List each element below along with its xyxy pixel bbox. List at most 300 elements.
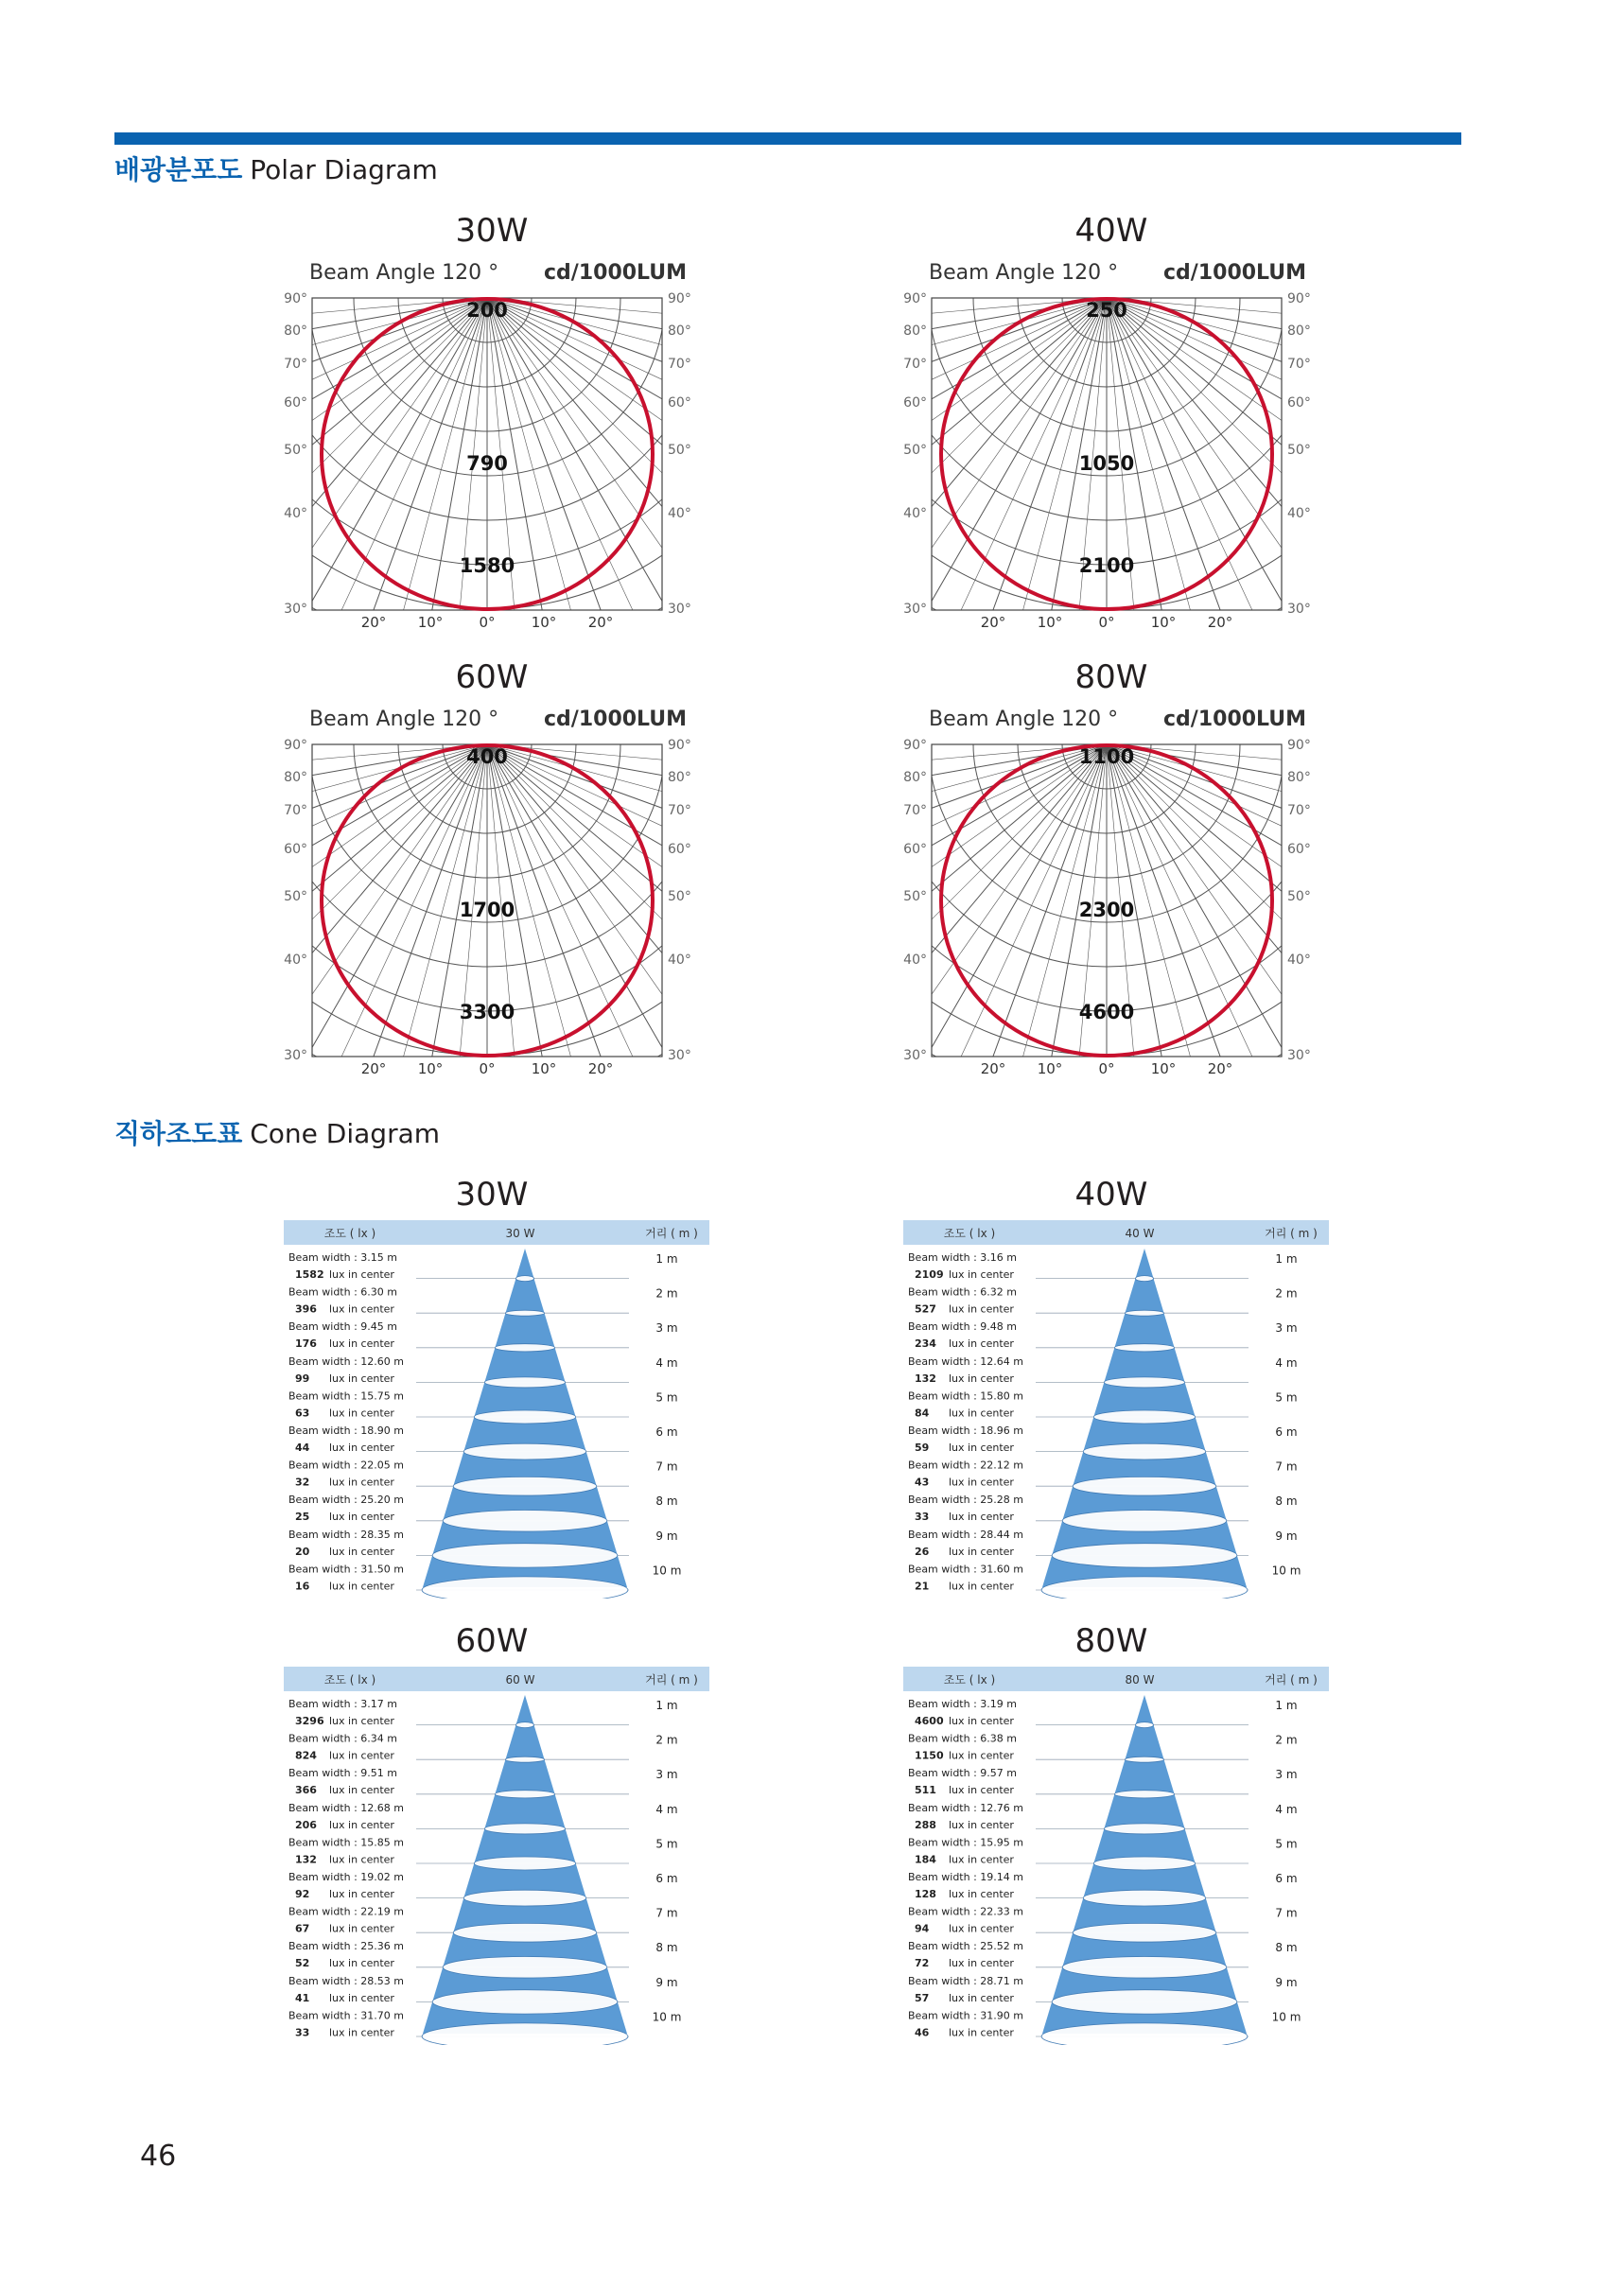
beam-ring: [1052, 1544, 1237, 1567]
beam-ring: [515, 1276, 533, 1282]
beam-ring: [1114, 1791, 1174, 1798]
beam-width-label: Beam width : 28.71 m: [908, 1974, 1023, 1987]
lux-in-center-label: lux in center: [329, 1337, 394, 1351]
beam-ring: [1083, 1443, 1205, 1459]
bottom-angle-label: 20°: [980, 614, 1006, 629]
right-angle-label: 90°: [1287, 738, 1311, 753]
beam-width-label: Beam width : 12.64 m: [908, 1354, 1023, 1368]
candela-value: 200: [466, 299, 508, 322]
beam-width-label: Beam width : 28.35 m: [288, 1528, 404, 1541]
left-angle-label: 80°: [284, 770, 307, 785]
beam-ring: [1114, 1344, 1174, 1352]
center-lux-value: 366: [295, 1784, 317, 1797]
bottom-angle-label: 10°: [417, 1060, 444, 1075]
right-angle-label: 90°: [1287, 291, 1311, 306]
polar-diagram-80w: [894, 735, 1319, 1075]
bottom-angle-label: 0°: [1098, 614, 1115, 629]
right-angle-label: 70°: [1287, 357, 1311, 372]
beam-width-label: Beam width : 31.70 m: [288, 2009, 404, 2022]
polar-diagram-60w: [274, 735, 700, 1075]
header-distance-label: 거리 ( m ): [645, 1673, 698, 1687]
lux-in-center-label: lux in center: [329, 1888, 394, 1900]
lux-in-center-label: lux in center: [329, 1784, 394, 1797]
bottom-angle-label: 20°: [1207, 1060, 1233, 1075]
center-lux-value: 41: [295, 1991, 310, 2004]
right-angle-label: 30°: [1287, 1048, 1311, 1063]
right-angle-label: 70°: [668, 803, 691, 818]
beam-width-label: Beam width : 31.60 m: [908, 1563, 1023, 1576]
bottom-angle-label: 20°: [360, 1060, 387, 1075]
left-angle-label: 40°: [903, 506, 927, 521]
distance-label: 5 m: [1275, 1837, 1298, 1851]
left-angle-label: 90°: [284, 291, 307, 306]
center-lux-value: 176: [295, 1337, 317, 1351]
right-angle-label: 50°: [668, 443, 691, 458]
lux-in-center-label: lux in center: [949, 1476, 1014, 1489]
center-lux-value: 511: [915, 1784, 936, 1797]
center-lux-value: 99: [295, 1372, 310, 1385]
beam-width-label: Beam width : 15.75 m: [288, 1389, 404, 1403]
beam-ring: [1062, 1957, 1227, 1979]
beam-ring: [1093, 1857, 1195, 1870]
left-angle-label: 40°: [284, 506, 307, 521]
beam-width-label: Beam width : 9.48 m: [908, 1320, 1017, 1334]
lux-in-center-label: lux in center: [949, 1888, 1014, 1900]
polar-diagram-40w: [894, 288, 1319, 629]
cone-diagram-40w: [903, 1220, 1329, 1599]
beam-width-label: Beam width : 22.19 m: [288, 1905, 404, 1918]
beam-ring: [515, 1722, 533, 1728]
right-angle-label: 40°: [1287, 506, 1311, 521]
distance-label: 8 m: [1275, 1494, 1298, 1509]
right-angle-label: 30°: [1287, 602, 1311, 617]
candela-value: 4600: [1078, 1001, 1135, 1023]
cone-section-title: [114, 1117, 440, 1151]
lux-in-center-label: lux in center: [329, 1268, 394, 1281]
beam-ring: [505, 1756, 544, 1762]
left-angle-label: 40°: [284, 952, 307, 968]
beam-width-label: Beam width : 19.02 m: [288, 1871, 404, 1883]
distance-label: 4 m: [655, 1355, 678, 1370]
beam-ring: [1052, 1990, 1237, 2014]
left-angle-label: 70°: [284, 357, 307, 372]
center-lux-value: 1582: [295, 1268, 324, 1281]
candela-value: 2100: [1078, 554, 1135, 577]
beam-angle-label: Beam Angle 120 °: [929, 708, 1119, 731]
center-lux-value: 67: [295, 1922, 310, 1935]
lux-in-center-label: lux in center: [949, 1818, 1014, 1831]
header-lux-label: 조도 ( lx ): [323, 1227, 376, 1240]
center-lux-value: 52: [295, 1957, 310, 1970]
header-distance-label: 거리 ( m ): [645, 1227, 698, 1240]
distance-label: 3 m: [655, 1321, 678, 1336]
beam-width-label: Beam width : 22.33 m: [908, 1905, 1023, 1918]
center-lux-value: 20: [295, 1545, 310, 1558]
lux-in-center-label: lux in center: [329, 1922, 394, 1935]
header-lux-label: 조도 ( lx ): [943, 1673, 996, 1687]
lux-in-center-label: lux in center: [949, 1715, 1014, 1727]
beam-width-label: Beam width : 6.30 m: [288, 1285, 397, 1299]
right-angle-label: 50°: [668, 889, 691, 904]
beam-width-label: Beam width : 15.80 m: [908, 1389, 1023, 1403]
distance-label: 6 m: [1275, 1872, 1298, 1885]
header-lux-label: 조도 ( lx ): [943, 1227, 996, 1240]
right-angle-label: 30°: [668, 602, 691, 617]
page-number: 46: [140, 2140, 177, 2173]
lux-in-center-label: lux in center: [949, 1302, 1014, 1316]
center-lux-value: 206: [295, 1818, 317, 1831]
lux-in-center-label: lux in center: [949, 1922, 1014, 1935]
left-angle-label: 50°: [903, 889, 927, 904]
lux-in-center-label: lux in center: [329, 1818, 394, 1831]
beam-width-label: Beam width : 9.45 m: [288, 1320, 397, 1334]
header-watt-label: 30 W: [505, 1227, 535, 1240]
beam-ring: [453, 1923, 597, 1942]
lux-in-center-label: lux in center: [949, 2026, 1014, 2039]
center-lux-value: 25: [295, 1511, 310, 1524]
right-angle-label: 80°: [1287, 770, 1311, 785]
beam-ring: [474, 1857, 575, 1870]
beam-width-label: Beam width : 6.38 m: [908, 1732, 1017, 1745]
beam-width-label: Beam width : 28.53 m: [288, 1974, 404, 1987]
lux-in-center-label: lux in center: [329, 1511, 394, 1524]
bottom-angle-label: 10°: [1037, 1060, 1063, 1075]
center-lux-value: 43: [915, 1476, 930, 1489]
center-lux-value: 824: [295, 1749, 317, 1762]
center-lux-value: 26: [915, 1545, 930, 1558]
cone-title-en: Cone Diagram: [250, 1118, 441, 1149]
lux-in-center-label: lux in center: [949, 1407, 1014, 1420]
lux-in-center-label: lux in center: [949, 1442, 1014, 1454]
left-angle-label: 30°: [903, 602, 927, 617]
distance-label: 10 m: [1271, 2010, 1301, 2024]
candela-value: 1100: [1078, 745, 1135, 768]
distance-label: 7 m: [655, 1906, 678, 1920]
center-lux-value: 527: [915, 1302, 936, 1316]
lux-in-center-label: lux in center: [329, 1442, 394, 1454]
lux-in-center-label: lux in center: [949, 1784, 1014, 1797]
center-lux-value: 57: [915, 1991, 930, 2004]
bottom-angle-label: 10°: [1150, 614, 1177, 629]
right-angle-label: 80°: [668, 323, 691, 339]
beam-ring: [1073, 1477, 1216, 1495]
center-lux-value: 72: [915, 1957, 930, 1970]
right-angle-label: 70°: [1287, 803, 1311, 818]
beam-ring: [443, 1511, 607, 1532]
polar-watt-title: 30W: [455, 212, 529, 250]
beam-width-label: Beam width : 15.95 m: [908, 1836, 1023, 1849]
left-angle-label: 50°: [284, 443, 307, 458]
lux-in-center-label: lux in center: [329, 2026, 394, 2039]
right-angle-label: 40°: [668, 506, 691, 521]
lux-in-center-label: lux in center: [329, 1407, 394, 1420]
distance-label: 2 m: [655, 1286, 678, 1301]
right-angle-label: 80°: [668, 770, 691, 785]
beam-ring: [505, 1310, 544, 1316]
distance-label: 4 m: [655, 1802, 678, 1816]
distance-label: 3 m: [1275, 1768, 1298, 1782]
distance-label: 8 m: [655, 1494, 678, 1509]
distance-label: 7 m: [1275, 1906, 1298, 1920]
distance-label: 1 m: [1275, 1699, 1298, 1712]
center-lux-value: 46: [915, 2026, 930, 2039]
beam-width-label: Beam width : 22.05 m: [288, 1459, 404, 1472]
left-angle-label: 30°: [284, 602, 307, 617]
header-rule: [114, 132, 1461, 145]
candela-value: 3300: [459, 1001, 515, 1023]
header-watt-label: 40 W: [1125, 1227, 1155, 1240]
bottom-angle-label: 10°: [417, 614, 444, 629]
beam-ring: [463, 1443, 585, 1459]
lux-in-center-label: lux in center: [949, 1268, 1014, 1281]
cone-diagram-60w: [284, 1667, 709, 2045]
left-angle-label: 70°: [903, 803, 927, 818]
center-lux-value: 2109: [915, 1268, 944, 1281]
beam-width-label: Beam width : 18.96 m: [908, 1424, 1023, 1437]
bottom-angle-label: 20°: [587, 1060, 614, 1075]
right-angle-label: 50°: [1287, 889, 1311, 904]
candela-value: 1050: [1078, 452, 1135, 475]
cone-title-ko: 직하조도표: [114, 1118, 243, 1149]
beam-width-label: Beam width : 12.60 m: [288, 1354, 404, 1368]
right-angle-label: 60°: [1287, 842, 1311, 857]
candela-value: 1700: [459, 899, 515, 921]
distance-label: 1 m: [655, 1252, 678, 1266]
distance-label: 7 m: [1275, 1459, 1298, 1474]
beam-width-label: Beam width : 6.34 m: [288, 1732, 397, 1745]
distance-label: 4 m: [1275, 1355, 1298, 1370]
right-angle-label: 50°: [1287, 443, 1311, 458]
center-lux-value: 4600: [915, 1715, 944, 1727]
beam-ring: [1062, 1511, 1227, 1532]
distance-label: 10 m: [1271, 1564, 1301, 1578]
left-angle-label: 30°: [903, 1048, 927, 1063]
beam-width-label: Beam width : 3.17 m: [288, 1698, 397, 1710]
beam-width-label: Beam width : 31.50 m: [288, 1563, 404, 1576]
center-lux-value: 94: [915, 1922, 930, 1935]
right-angle-label: 90°: [668, 738, 691, 753]
beam-ring: [484, 1377, 565, 1388]
beam-width-label: Beam width : 19.14 m: [908, 1871, 1023, 1883]
lux-in-center-label: lux in center: [949, 1372, 1014, 1385]
candela-value: 400: [466, 745, 508, 768]
distance-label: 3 m: [1275, 1321, 1298, 1336]
lux-in-center-label: lux in center: [329, 1991, 394, 2004]
left-angle-label: 30°: [284, 1048, 307, 1063]
beam-ring: [443, 1957, 607, 1979]
beam-width-label: Beam width : 28.44 m: [908, 1528, 1023, 1541]
right-angle-label: 30°: [668, 1048, 691, 1063]
center-lux-value: 32: [295, 1476, 310, 1489]
distance-label: 9 m: [1275, 1975, 1298, 1989]
beam-ring: [1135, 1276, 1153, 1282]
lux-in-center-label: lux in center: [329, 1302, 394, 1316]
right-angle-label: 90°: [668, 291, 691, 306]
beam-ring: [1104, 1824, 1184, 1834]
lux-in-center-label: lux in center: [949, 1991, 1014, 2004]
center-lux-value: 92: [295, 1888, 310, 1900]
lux-in-center-label: lux in center: [329, 1853, 394, 1866]
beam-ring: [495, 1344, 554, 1352]
lux-in-center-label: lux in center: [949, 1957, 1014, 1970]
header-distance-label: 거리 ( m ): [1265, 1673, 1318, 1687]
distance-label: 9 m: [655, 1529, 678, 1543]
right-angle-label: 60°: [1287, 395, 1311, 411]
header-distance-label: 거리 ( m ): [1265, 1227, 1318, 1240]
unit-label: cd/1000LUM: [544, 708, 688, 731]
unit-label: cd/1000LUM: [1163, 261, 1307, 285]
bottom-angle-label: 10°: [1037, 614, 1063, 629]
beam-ring: [1093, 1410, 1195, 1424]
right-angle-label: 40°: [1287, 952, 1311, 968]
cone-diagram-30w: [284, 1220, 709, 1599]
candela-value: 2300: [1078, 899, 1135, 921]
cone-watt-title: 60W: [455, 1622, 529, 1660]
left-angle-label: 60°: [284, 395, 307, 411]
beam-width-label: Beam width : 12.76 m: [908, 1801, 1023, 1814]
distance-label: 5 m: [1275, 1390, 1298, 1405]
left-angle-label: 60°: [903, 395, 927, 411]
center-lux-value: 33: [295, 2026, 310, 2039]
beam-ring: [1125, 1310, 1163, 1316]
lux-in-center-label: lux in center: [949, 1853, 1014, 1866]
right-angle-label: 60°: [668, 395, 691, 411]
left-angle-label: 70°: [903, 357, 927, 372]
polar-watt-title: 40W: [1074, 212, 1148, 250]
beam-ring: [495, 1791, 554, 1798]
bottom-angle-label: 0°: [479, 614, 496, 629]
bottom-angle-label: 10°: [531, 614, 557, 629]
candela-value: 790: [466, 452, 508, 475]
lux-in-center-label: lux in center: [949, 1749, 1014, 1762]
polar-diagram-30w: [274, 288, 700, 629]
distance-label: 2 m: [655, 1733, 678, 1747]
center-lux-value: 128: [915, 1888, 936, 1900]
polar-section-title: [114, 153, 438, 187]
header-watt-label: 60 W: [505, 1673, 535, 1687]
center-lux-value: 184: [915, 1853, 936, 1866]
beam-width-label: Beam width : 25.36 m: [288, 1940, 404, 1953]
distance-label: 2 m: [1275, 1733, 1298, 1747]
left-angle-label: 40°: [903, 952, 927, 968]
polar-title-en: Polar Diagram: [250, 154, 438, 185]
center-lux-value: 288: [915, 1818, 936, 1831]
beam-ring: [453, 1477, 597, 1495]
beam-ring: [1104, 1377, 1184, 1388]
distance-label: 10 m: [652, 1564, 682, 1578]
unit-label: cd/1000LUM: [544, 261, 688, 285]
center-lux-value: 63: [295, 1407, 310, 1420]
lux-in-center-label: lux in center: [329, 1957, 394, 1970]
center-lux-value: 59: [915, 1442, 930, 1454]
bottom-angle-label: 20°: [980, 1060, 1006, 1075]
left-angle-label: 90°: [284, 738, 307, 753]
lux-in-center-label: lux in center: [329, 1580, 394, 1593]
center-lux-value: 396: [295, 1302, 317, 1316]
candela-value: 1580: [459, 554, 515, 577]
lux-in-center-label: lux in center: [329, 1476, 394, 1489]
lux-in-center-label: lux in center: [949, 1511, 1014, 1524]
beam-width-label: Beam width : 31.90 m: [908, 2009, 1023, 2022]
center-lux-value: 84: [915, 1407, 930, 1420]
beam-angle-label: Beam Angle 120 °: [929, 261, 1119, 285]
lux-in-center-label: lux in center: [329, 1715, 394, 1727]
beam-ring: [432, 1990, 618, 2014]
left-angle-label: 80°: [903, 770, 927, 785]
cone-watt-title: 30W: [455, 1176, 529, 1214]
center-lux-value: 44: [295, 1442, 310, 1454]
lux-in-center-label: lux in center: [949, 1580, 1014, 1593]
beam-width-label: Beam width : 9.51 m: [288, 1767, 397, 1780]
beam-ring: [484, 1824, 565, 1834]
center-lux-value: 3296: [295, 1715, 324, 1727]
beam-width-label: Beam width : 3.15 m: [288, 1251, 397, 1264]
center-lux-value: 21: [915, 1580, 930, 1593]
right-angle-label: 70°: [668, 357, 691, 372]
beam-angle-label: Beam Angle 120 °: [309, 708, 499, 731]
beam-ring: [474, 1410, 575, 1424]
right-angle-label: 60°: [668, 842, 691, 857]
left-angle-label: 50°: [903, 443, 927, 458]
beam-width-label: Beam width : 18.90 m: [288, 1424, 404, 1437]
distance-label: 7 m: [655, 1459, 678, 1474]
beam-width-label: Beam width : 15.85 m: [288, 1836, 404, 1849]
candela-value: 250: [1086, 299, 1127, 322]
right-angle-label: 80°: [1287, 323, 1311, 339]
beam-angle-label: Beam Angle 120 °: [309, 261, 499, 285]
beam-width-label: Beam width : 9.57 m: [908, 1767, 1017, 1780]
bottom-angle-label: 20°: [587, 614, 614, 629]
cone-diagram-80w: [903, 1667, 1329, 2045]
unit-label: cd/1000LUM: [1163, 708, 1307, 731]
polar-watt-title: 80W: [1074, 658, 1148, 696]
left-angle-label: 90°: [903, 738, 927, 753]
beam-width-label: Beam width : 12.68 m: [288, 1801, 404, 1814]
lux-in-center-label: lux in center: [949, 1545, 1014, 1558]
bottom-angle-label: 20°: [360, 614, 387, 629]
left-angle-label: 90°: [903, 291, 927, 306]
distance-label: 8 m: [1275, 1941, 1298, 1955]
bottom-angle-label: 10°: [1150, 1060, 1177, 1075]
bottom-angle-label: 0°: [479, 1060, 496, 1075]
center-lux-value: 132: [915, 1372, 936, 1385]
distance-label: 8 m: [655, 1941, 678, 1955]
distance-label: 5 m: [655, 1390, 678, 1405]
center-lux-value: 132: [295, 1853, 317, 1866]
lux-in-center-label: lux in center: [329, 1372, 394, 1385]
distance-label: 6 m: [655, 1872, 678, 1885]
distance-label: 4 m: [1275, 1802, 1298, 1816]
left-angle-label: 60°: [903, 842, 927, 857]
lux-in-center-label: lux in center: [329, 1749, 394, 1762]
right-angle-label: 40°: [668, 952, 691, 968]
header-lux-label: 조도 ( lx ): [323, 1673, 376, 1687]
beam-width-label: Beam width : 25.52 m: [908, 1940, 1023, 1953]
beam-width-label: Beam width : 25.28 m: [908, 1494, 1023, 1507]
center-lux-value: 33: [915, 1511, 930, 1524]
lux-in-center-label: lux in center: [329, 1545, 394, 1558]
distance-label: 10 m: [652, 2010, 682, 2024]
bottom-angle-label: 0°: [1098, 1060, 1115, 1075]
left-angle-label: 60°: [284, 842, 307, 857]
beam-width-label: Beam width : 22.12 m: [908, 1459, 1023, 1472]
beam-width-label: Beam width : 25.20 m: [288, 1494, 404, 1507]
polar-title-ko: 배광분포도: [114, 154, 243, 185]
distance-label: 6 m: [1275, 1425, 1298, 1439]
header-watt-label: 80 W: [1125, 1673, 1155, 1687]
beam-width-label: Beam width : 6.32 m: [908, 1285, 1017, 1299]
distance-label: 2 m: [1275, 1286, 1298, 1301]
